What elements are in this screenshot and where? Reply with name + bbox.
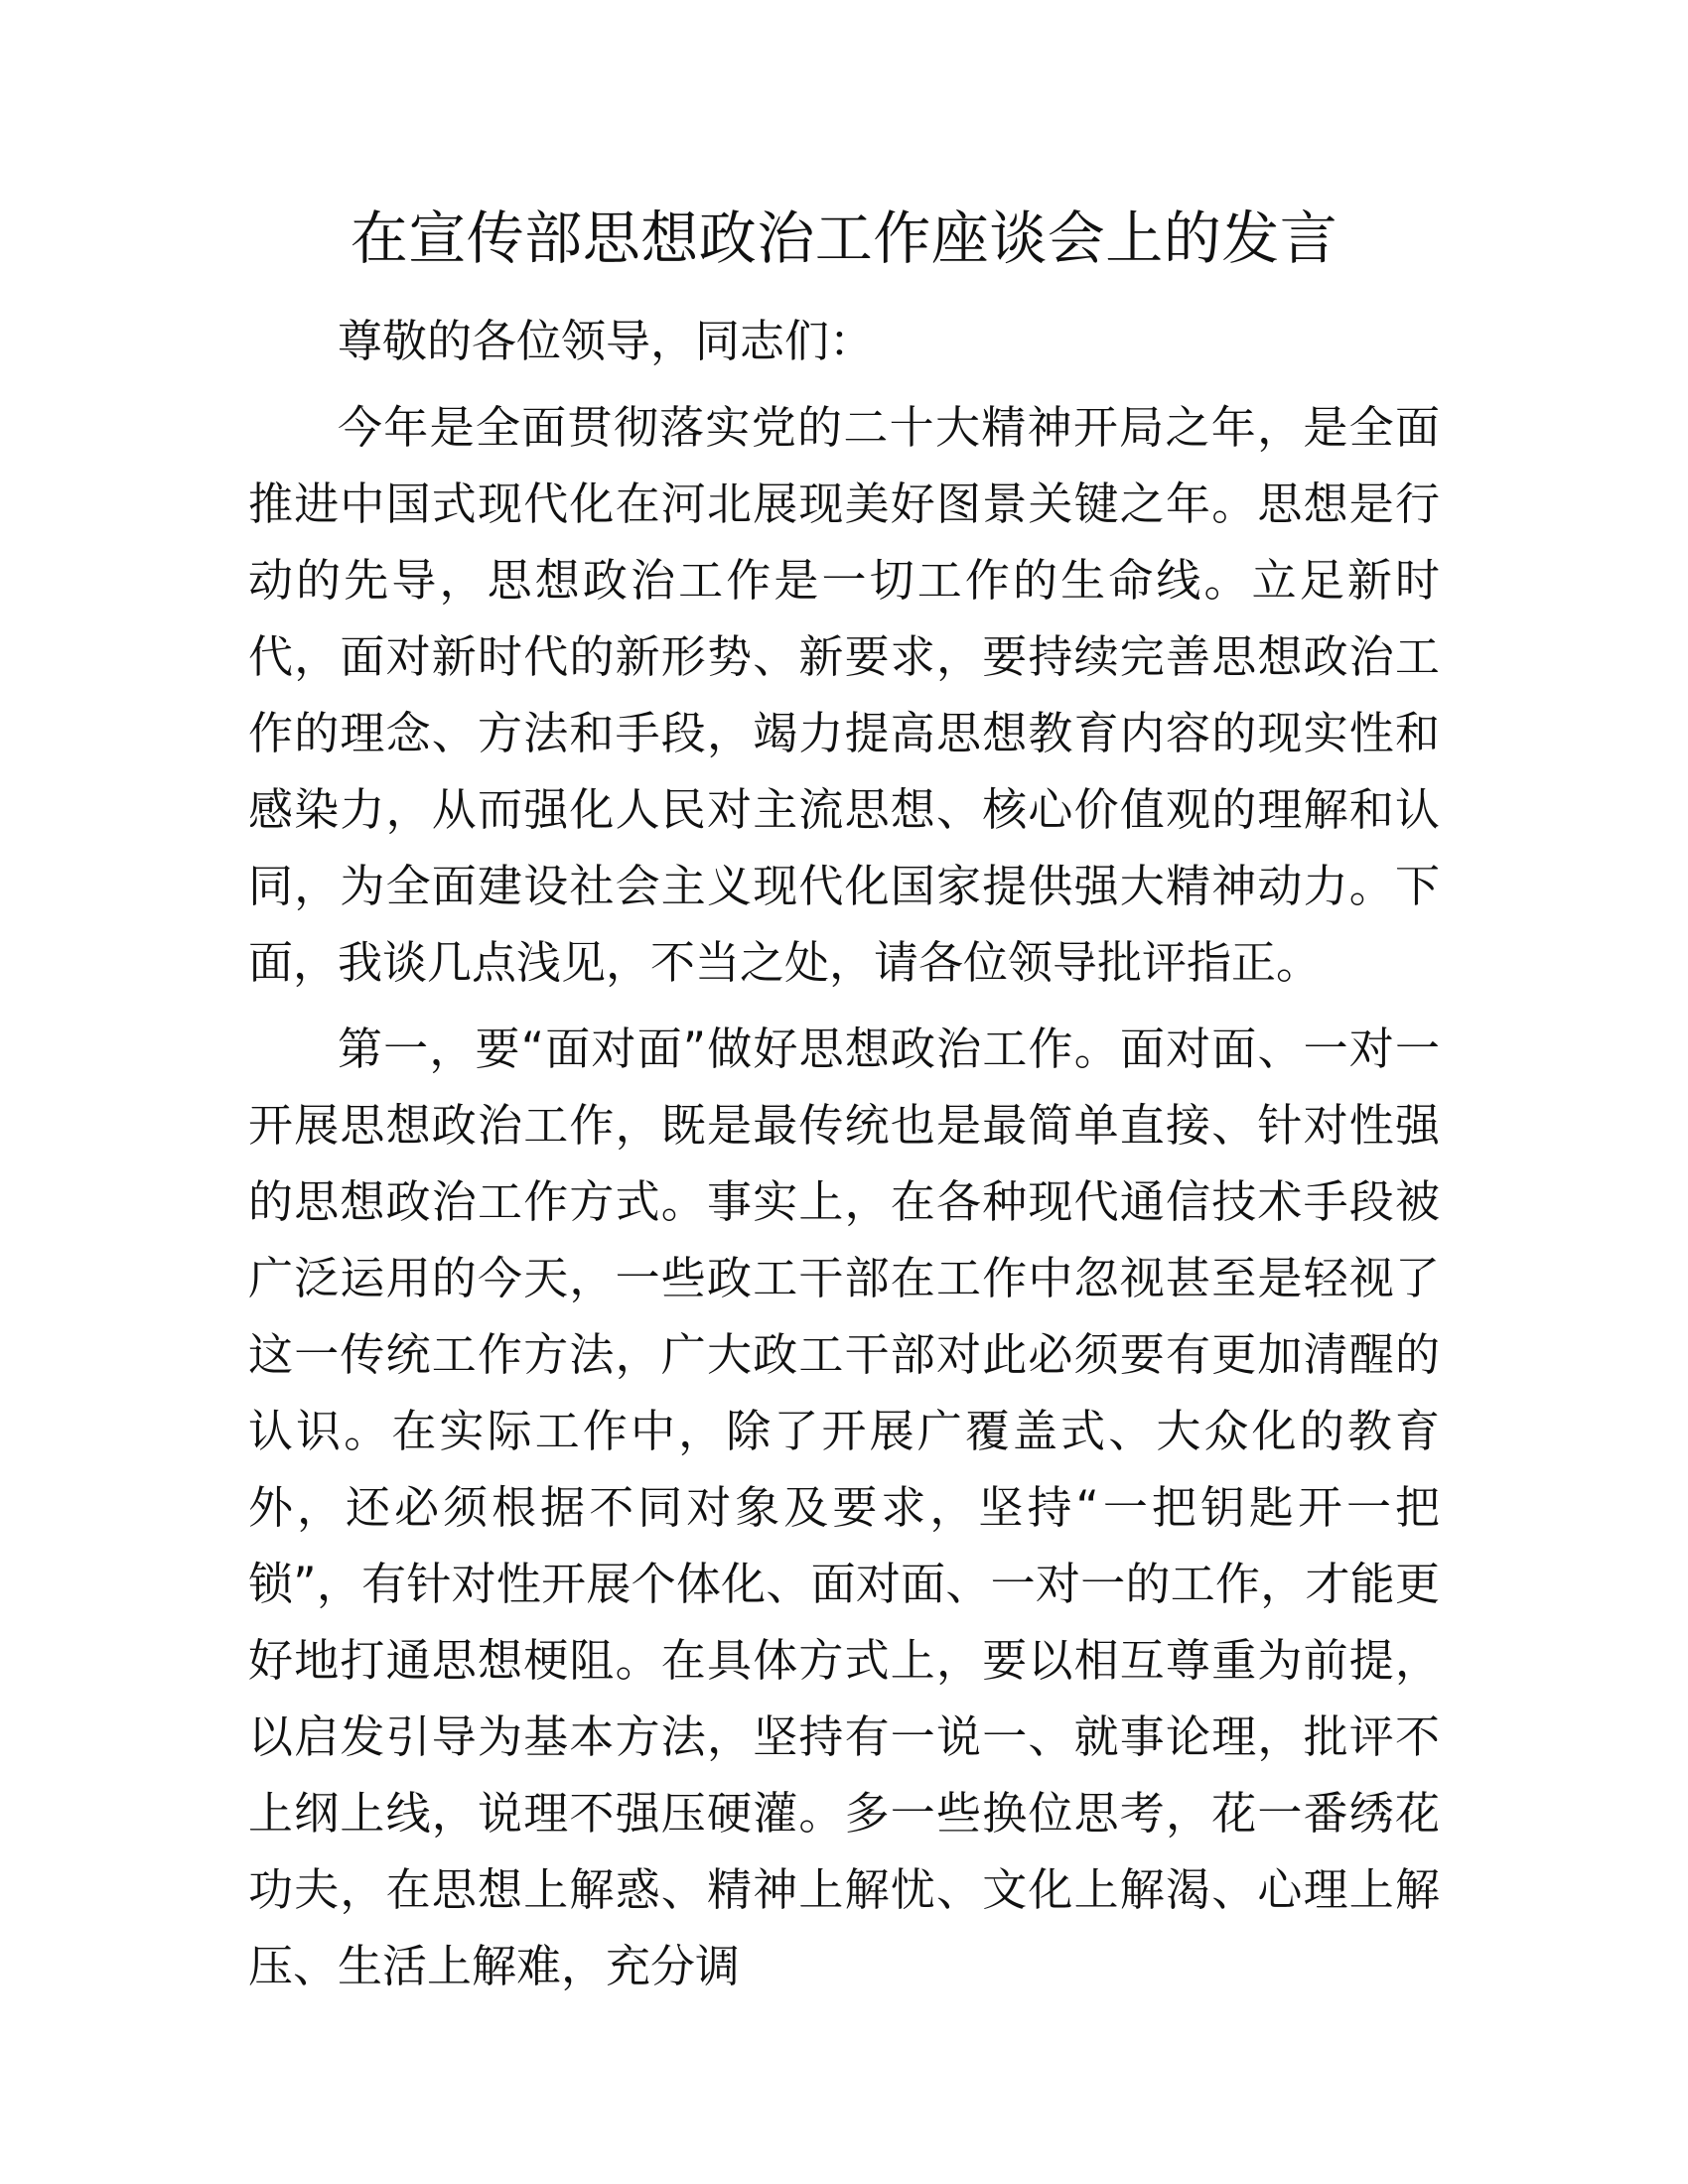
paragraph-intro: 今年是全面贯彻落实党的二十大精神开局之年，是全面推进中国式现代化在河北展现美好图景关键之年。思想是行动的先导，思想政治工作是一切工作的生命线。立足新时代，面对新时代的新形势、新要求，要持续完善思想政治工作的理念、方法和手段，竭力提高思想教育内容的现实性和感染力，从而强化人民对主流思想、核心价值观的理解和认同，为全面建设社会主义现代化国家提供强大精神动力。下面，我谈几点浅见，不当之处，请各位领导批评指正。 <box>248 401 1440 989</box>
document-body <box>248 303 1440 2014</box>
document-title: 在宣传部思想政治工作座谈会上的发言 <box>350 205 1338 272</box>
salutation: 尊敬的各位领导，同志们： <box>338 315 875 367</box>
paragraph-point-one: 第一，要“面对面”做好思想政治工作。面对面、一对一开展思想政治工作，既是最传统也是最简单直接、针对性强的思想政治工作方式。事实上，在各种现代通信技术手段被广泛运用的今天，一些政工干部在工作中忽视甚至是轻视了这一传统工作方法，广大政工干部对此必须要有更加清醒的认识。在实际工作中，除了开展广覆盖式、大众化的教育外，还必须根据不同对象及要求，坚持“一把钥匙开一把锁”，有针对性开展个体化、面对面、一对一的工作，才能更好地打通思想梗阻。在具体方式上，要以相互尊重为前提，以启发引导为基本方法，坚持有一说一、就事论理，批评不上纲上线，说理不强压硬灌。多一些换位思考，花一番绣花功夫，在思想上解惑、精神上解忧、文化上解渴、心理上解压、生活上解难，充分调 <box>248 1023 1440 1992</box>
